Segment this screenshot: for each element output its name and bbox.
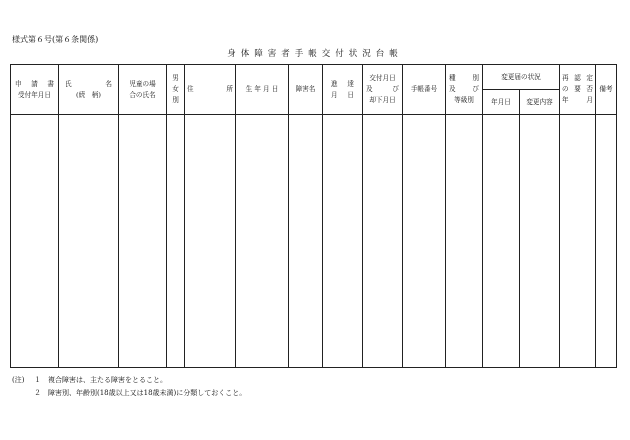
cell-delivery-date[interactable] (323, 115, 363, 368)
cell-name[interactable] (59, 115, 119, 368)
ledger-table (10, 64, 617, 368)
cell-disability[interactable] (289, 115, 323, 368)
col-name: 氏 名 (続 柄) (59, 65, 119, 115)
col-application-date: 申 請 書 受付年月日 (11, 65, 59, 115)
form-number: 様式第６号(第６条関係) (12, 35, 99, 44)
note-item (12, 387, 246, 400)
cell-application-date[interactable] (11, 115, 59, 368)
cell-card-number[interactable] (403, 115, 446, 368)
col-card-number: 手帳番号 (403, 65, 446, 115)
cell-remarks[interactable] (596, 115, 617, 368)
ledger-title: 身体障害者手帳交付状況台帳 (227, 49, 403, 59)
cell-grade[interactable] (446, 115, 483, 368)
col-grade: 種 別 及 び 等級別 (446, 65, 483, 115)
col-issue-date: 交付月日 及 び 却下月日 (363, 65, 403, 115)
col-sex: 男 女 別 (167, 65, 185, 115)
notes (12, 374, 246, 400)
col-recertification: 再 認 定 の 要 否 年 月 (560, 65, 596, 115)
note-number: ２ (34, 389, 41, 397)
header-row-1 (11, 65, 617, 90)
table-row (11, 115, 617, 368)
cell-address[interactable] (185, 115, 236, 368)
cell-change-date[interactable] (483, 115, 520, 368)
cell-guardian-name[interactable] (119, 115, 167, 368)
note-text: 複合障害は、主たる障害をとること。 (48, 376, 167, 384)
col-address: 住 所 (185, 65, 236, 115)
col-change-date: 年月日 (483, 90, 520, 115)
col-delivery-date: 進 達 月 日 (323, 65, 363, 115)
cell-change-detail[interactable] (520, 115, 560, 368)
cell-sex[interactable] (167, 115, 185, 368)
col-change-detail: 変更内容 (520, 90, 560, 115)
note-number: １ (34, 376, 41, 384)
col-remarks: 備考 (596, 65, 617, 115)
col-change-group: 変更届の状況 (483, 65, 560, 90)
col-birth-date: 生 年 月 日 (236, 65, 289, 115)
col-disability: 障害名 (289, 65, 323, 115)
cell-birth-date[interactable] (236, 115, 289, 368)
cell-issue-date[interactable] (363, 115, 403, 368)
cell-recertification[interactable] (560, 115, 596, 368)
note-text: 障害別、年齢別(18歳以上又は18歳未満)に分類しておくこと。 (48, 389, 247, 397)
notes-label: (注) (12, 376, 25, 384)
note-item (12, 374, 246, 387)
col-guardian-name: 児童の場 合の氏名 (119, 65, 167, 115)
